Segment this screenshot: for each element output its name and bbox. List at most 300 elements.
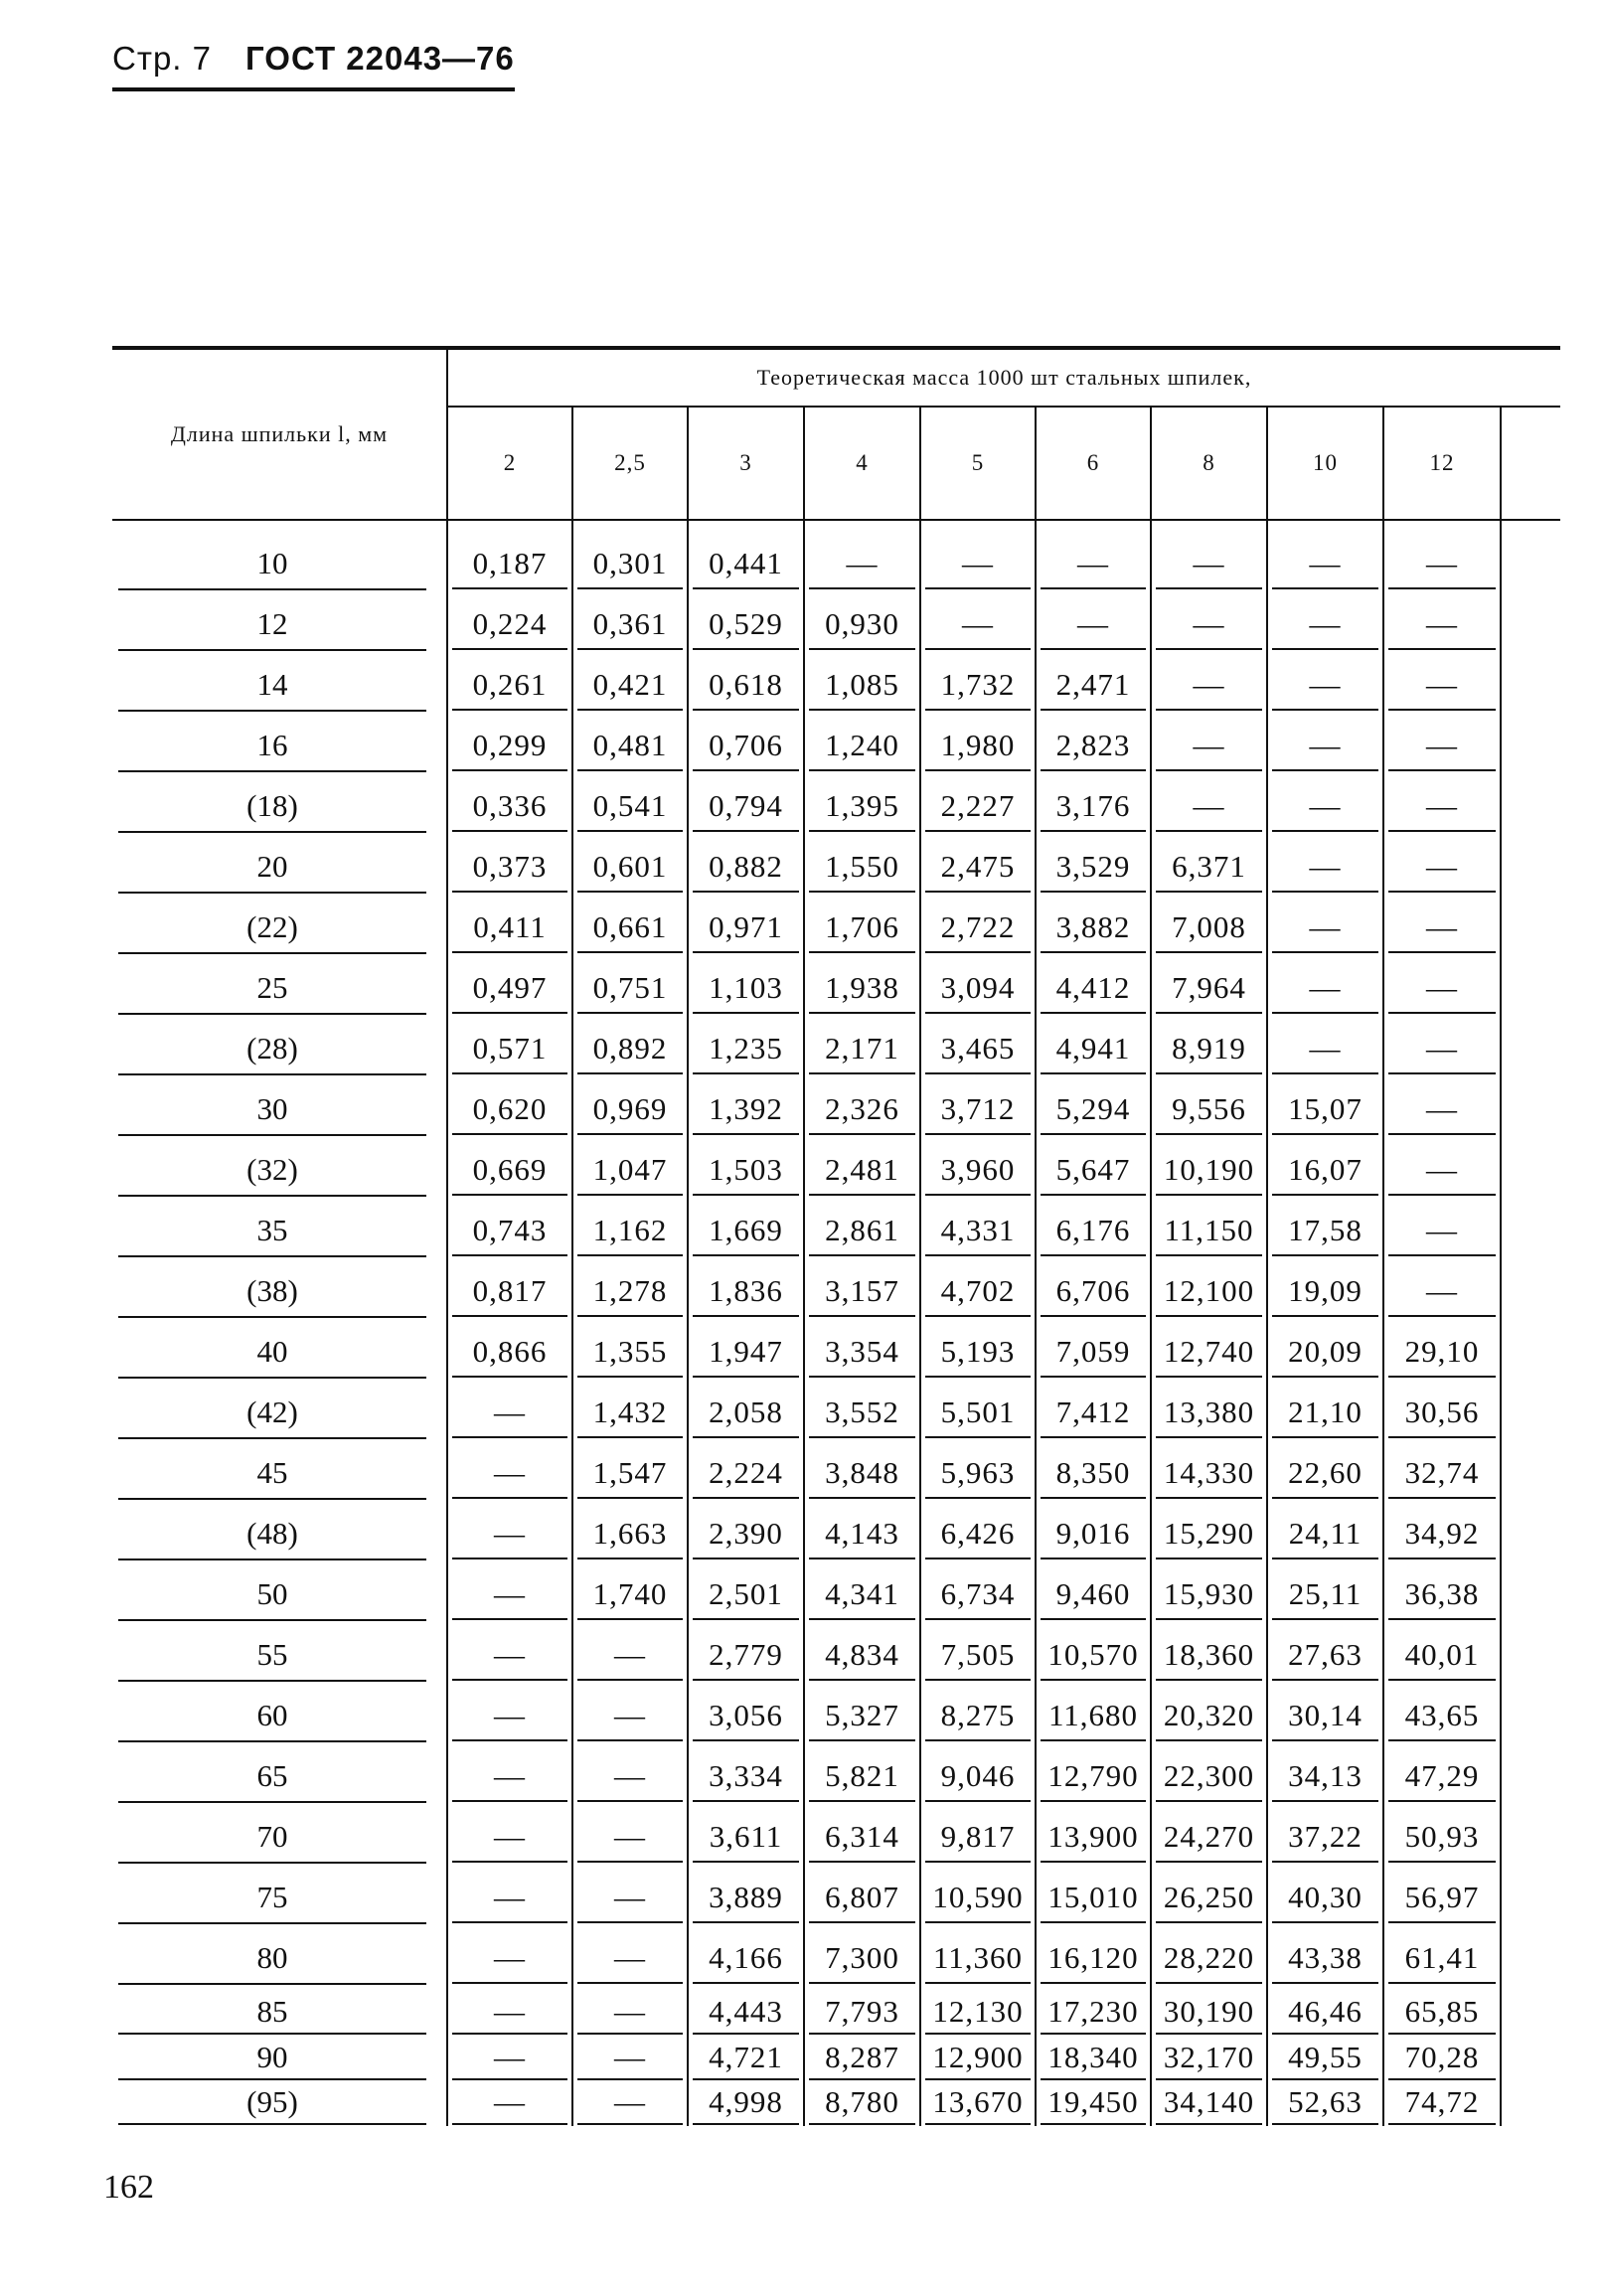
- mass-value: 9,817: [925, 1814, 1031, 1863]
- mass-value: 0,794: [693, 783, 799, 832]
- diameter-value: 6: [1086, 450, 1100, 475]
- mass-cell: [1383, 959, 1501, 1020]
- mass-value: 15,290: [1156, 1511, 1262, 1559]
- mass-value: 3,094: [925, 965, 1031, 1014]
- blank-cell: [1501, 1869, 1560, 1929]
- mass-value: 2,171: [809, 1026, 915, 1074]
- mass-cell: [447, 1020, 572, 1080]
- mass-cell: [920, 959, 1036, 1020]
- mass-cell: [447, 777, 572, 838]
- mass-value: 13,670: [925, 2082, 1031, 2124]
- mass-value: 0,866: [452, 1329, 567, 1378]
- mass-cell: [447, 2081, 572, 2126]
- mass-cell: [1151, 1080, 1267, 1141]
- mass-cell: [1036, 899, 1151, 959]
- mass-cell: [920, 1626, 1036, 1687]
- mass-value: 8,287: [809, 2038, 915, 2079]
- mass-cell: [688, 595, 804, 656]
- length-value: 16: [118, 722, 426, 771]
- blank-cell: [1501, 1747, 1560, 1808]
- mass-cell: [688, 535, 804, 595]
- mass-cell: [1383, 1384, 1501, 1444]
- mass-value: 49,55: [1272, 2038, 1378, 2079]
- mass-value: 11,150: [1156, 1208, 1262, 1256]
- mass-cell: [920, 1869, 1036, 1929]
- mass-value: —: [1388, 1026, 1496, 1074]
- mass-cell: [1151, 1808, 1267, 1869]
- table-row: [112, 1747, 1560, 1808]
- length-cell: [112, 1687, 447, 1747]
- mass-cell: [804, 595, 920, 656]
- mass-value: —: [1156, 541, 1262, 589]
- length-cell: [112, 1929, 447, 1990]
- mass-cell: [688, 1565, 804, 1626]
- length-value: 25: [118, 964, 426, 1014]
- mass-cell: [804, 899, 920, 959]
- mass-value: —: [1388, 1086, 1496, 1135]
- mass-cell: [804, 2037, 920, 2081]
- mass-value: 9,460: [1041, 1571, 1146, 1620]
- mass-value: 1,085: [809, 662, 915, 711]
- mass-value: —: [1272, 844, 1378, 893]
- length-cell: [112, 1565, 447, 1626]
- mass-cell: [1036, 595, 1151, 656]
- mass-value: —: [452, 1693, 567, 1741]
- mass-value: 1,947: [693, 1329, 799, 1378]
- mass-cell: [572, 1202, 688, 1262]
- mass-value: 1,740: [577, 1571, 683, 1620]
- mass-cell: [572, 535, 688, 595]
- mass-cell: [920, 838, 1036, 899]
- table-row: [112, 959, 1560, 1020]
- mass-value: 7,412: [1041, 1390, 1146, 1438]
- blank-cell: [1501, 1020, 1560, 1080]
- mass-cell: [447, 1747, 572, 1808]
- length-value: 75: [118, 1874, 426, 1923]
- mass-cell: [572, 717, 688, 777]
- mass-value: 18,340: [1041, 2038, 1146, 2079]
- table-row: [112, 1687, 1560, 1747]
- mass-value: 0,930: [809, 601, 915, 650]
- mass-cell: [804, 777, 920, 838]
- mass-value: 14,330: [1156, 1450, 1262, 1499]
- mass-cell: [1383, 1990, 1501, 2037]
- mass-value: 22,60: [1272, 1450, 1378, 1499]
- mass-cell: [1383, 1626, 1501, 1687]
- mass-cell: [447, 959, 572, 1020]
- mass-value: —: [1272, 783, 1378, 832]
- length-cell: [112, 1808, 447, 1869]
- mass-cell: [1036, 1929, 1151, 1990]
- mass-value: 47,29: [1388, 1753, 1496, 1802]
- mass-cell: [1036, 1747, 1151, 1808]
- mass-value: 1,162: [577, 1208, 683, 1256]
- mass-cell: [804, 1444, 920, 1505]
- mass-cell: [1267, 1929, 1383, 1990]
- mass-value: 2,390: [693, 1511, 799, 1559]
- mass-cell: [1383, 595, 1501, 656]
- mass-value: 4,702: [925, 1268, 1031, 1317]
- mass-value: 10,570: [1041, 1632, 1146, 1681]
- mass-cell: [1151, 1444, 1267, 1505]
- mass-cell: [1036, 1020, 1151, 1080]
- mass-value: 2,471: [1041, 662, 1146, 711]
- mass-cell: [1036, 1505, 1151, 1565]
- mass-value: 0,441: [693, 541, 799, 589]
- mass-value: 1,836: [693, 1268, 799, 1317]
- mass-cell: [688, 1929, 804, 1990]
- mass-cell: [804, 717, 920, 777]
- mass-cell: [1151, 656, 1267, 717]
- diameter-header-cell: [688, 407, 804, 520]
- mass-cell: [804, 1323, 920, 1384]
- mass-cell: [447, 1202, 572, 1262]
- mass-cell: [688, 1080, 804, 1141]
- mass-value: 9,556: [1156, 1086, 1262, 1135]
- mass-value: 27,63: [1272, 1632, 1378, 1681]
- mass-value: 9,046: [925, 1753, 1031, 1802]
- mass-value: 0,571: [452, 1026, 567, 1074]
- mass-value: 17,58: [1272, 1208, 1378, 1256]
- mass-cell: [688, 1808, 804, 1869]
- mass-cell: [688, 1202, 804, 1262]
- blank-cell: [1501, 1262, 1560, 1323]
- mass-value: 15,010: [1041, 1875, 1146, 1923]
- mass-cell: [804, 1747, 920, 1808]
- mass-value: 1,355: [577, 1329, 683, 1378]
- blank-cell: [1501, 1141, 1560, 1202]
- mass-value: —: [1388, 723, 1496, 771]
- page-number: 162: [103, 2169, 154, 2206]
- mass-cell: [572, 1869, 688, 1929]
- mass-value: —: [1272, 965, 1378, 1014]
- mass-value: 24,270: [1156, 1814, 1262, 1863]
- mass-value: 0,620: [452, 1086, 567, 1135]
- mass-cell: [1267, 899, 1383, 959]
- mass-cell: [572, 656, 688, 717]
- mass-cell: [1267, 1323, 1383, 1384]
- table-row: [112, 595, 1560, 656]
- length-cell: [112, 959, 447, 1020]
- mass-value: —: [1272, 601, 1378, 650]
- length-cell: [112, 838, 447, 899]
- mass-cell: [1151, 1565, 1267, 1626]
- mass-value: 5,963: [925, 1450, 1031, 1499]
- mass-cell: [1036, 2037, 1151, 2081]
- mass-cell: [1383, 1020, 1501, 1080]
- length-value: 10: [118, 540, 426, 589]
- table-row: [112, 1990, 1560, 2037]
- spacer-cell: [1267, 520, 1383, 535]
- mass-value: 8,350: [1041, 1450, 1146, 1499]
- mass-cell: [572, 2037, 688, 2081]
- mass-cell: [1267, 535, 1383, 595]
- mass-value: 65,85: [1388, 1992, 1496, 2034]
- mass-value: 6,314: [809, 1814, 915, 1863]
- mass-value: 4,331: [925, 1208, 1031, 1256]
- mass-cell: [920, 595, 1036, 656]
- mass-cell: [1151, 1505, 1267, 1565]
- mass-value: 36,38: [1388, 1571, 1496, 1620]
- blank-cell: [1501, 838, 1560, 899]
- mass-cell: [1383, 2037, 1501, 2081]
- mass-value: 6,426: [925, 1511, 1031, 1559]
- mass-value: 6,706: [1041, 1268, 1146, 1317]
- mass-value: 0,618: [693, 662, 799, 711]
- mass-value: 0,743: [452, 1208, 567, 1256]
- mass-value: 4,143: [809, 1511, 915, 1559]
- mass-cell: [1036, 535, 1151, 595]
- mass-cell: [804, 959, 920, 1020]
- mass-cell: [572, 1565, 688, 1626]
- diameter-header-cell: [1151, 407, 1267, 520]
- mass-cell: [572, 1323, 688, 1384]
- length-cell: [112, 1747, 447, 1808]
- mass-cell: [1267, 1141, 1383, 1202]
- mass-cell: [920, 777, 1036, 838]
- mass-cell: [1036, 1626, 1151, 1687]
- spacer-cell: [1383, 520, 1501, 535]
- mass-value: 12,790: [1041, 1753, 1146, 1802]
- mass-value: 13,900: [1041, 1814, 1146, 1863]
- mass-value: 1,550: [809, 844, 915, 893]
- mass-value: 20,09: [1272, 1329, 1378, 1378]
- length-cell: [112, 1444, 447, 1505]
- mass-value: 0,497: [452, 965, 567, 1014]
- mass-cell: [688, 1687, 804, 1747]
- mass-value: —: [925, 541, 1031, 589]
- mass-cell: [688, 838, 804, 899]
- mass-cell: [1267, 656, 1383, 717]
- mass-value: —: [1388, 601, 1496, 650]
- mass-cell: [447, 2037, 572, 2081]
- mass-cell: [572, 1080, 688, 1141]
- mass-value: 0,971: [693, 904, 799, 953]
- mass-cell: [1383, 535, 1501, 595]
- mass-cell: [920, 1808, 1036, 1869]
- mass-value: 4,998: [693, 2082, 799, 2124]
- length-value: 40: [118, 1328, 426, 1378]
- mass-cell: [688, 1869, 804, 1929]
- mass-cell: [804, 1141, 920, 1202]
- mass-value: —: [1388, 1208, 1496, 1256]
- mass-value: 0,669: [452, 1147, 567, 1196]
- mass-value: 61,41: [1388, 1935, 1496, 1984]
- mass-cell: [447, 595, 572, 656]
- mass-value: —: [1388, 1268, 1496, 1317]
- mass-cell: [1151, 899, 1267, 959]
- table-row: [112, 717, 1560, 777]
- mass-cell: [804, 1808, 920, 1869]
- mass-value: 26,250: [1156, 1875, 1262, 1923]
- mass-table-body: [112, 520, 1560, 2126]
- mass-cell: [920, 535, 1036, 595]
- mass-cell: [1267, 1626, 1383, 1687]
- mass-value: 1,732: [925, 662, 1031, 711]
- mass-cell: [1267, 1747, 1383, 1808]
- mass-value: 3,056: [693, 1693, 799, 1741]
- mass-cell: [572, 1929, 688, 1990]
- diameter-header-cell: [572, 407, 688, 520]
- table-row: [112, 535, 1560, 595]
- mass-cell: [920, 2037, 1036, 2081]
- length-value: 90: [118, 2038, 426, 2079]
- diameter-value: 10: [1313, 450, 1338, 475]
- mass-value: —: [1156, 783, 1262, 832]
- mass-cell: [1036, 1687, 1151, 1747]
- mass-cell: [688, 1990, 804, 2037]
- length-cell: [112, 1202, 447, 1262]
- mass-value: —: [1388, 965, 1496, 1014]
- length-cell: [112, 595, 447, 656]
- mass-cell: [1383, 899, 1501, 959]
- mass-cell: [1383, 1323, 1501, 1384]
- mass-cell: [1151, 717, 1267, 777]
- mass-value: 18,360: [1156, 1632, 1262, 1681]
- mass-cell: [804, 656, 920, 717]
- mass-value: 1,706: [809, 904, 915, 953]
- mass-value: —: [1388, 904, 1496, 953]
- mass-cell: [1036, 1565, 1151, 1626]
- mass-cell: [804, 1384, 920, 1444]
- mass-value: 0,541: [577, 783, 683, 832]
- table-row: [112, 1323, 1560, 1384]
- mass-value: —: [452, 2082, 567, 2124]
- mass-cell: [920, 1505, 1036, 1565]
- mass-value: 30,190: [1156, 1992, 1262, 2034]
- mass-cell: [1267, 717, 1383, 777]
- blank-cell: [1501, 1626, 1560, 1687]
- mass-value: 0,481: [577, 723, 683, 771]
- mass-value: 3,889: [693, 1875, 799, 1923]
- mass-cell: [1383, 1565, 1501, 1626]
- mass-cell: [1151, 1323, 1267, 1384]
- mass-value: 2,227: [925, 783, 1031, 832]
- mass-value: 1,392: [693, 1086, 799, 1135]
- mass-value: 1,240: [809, 723, 915, 771]
- mass-value: —: [1041, 541, 1146, 589]
- mass-value: 2,058: [693, 1390, 799, 1438]
- mass-cell: [1267, 595, 1383, 656]
- mass-value: —: [577, 1753, 683, 1802]
- mass-cell: [572, 838, 688, 899]
- mass-cell: [1036, 1808, 1151, 1869]
- mass-cell: [1267, 1020, 1383, 1080]
- mass-value: 0,261: [452, 662, 567, 711]
- mass-value: 24,11: [1272, 1511, 1378, 1559]
- mass-cell: [572, 1444, 688, 1505]
- blank-cell: [1501, 1323, 1560, 1384]
- mass-cell: [688, 899, 804, 959]
- mass-cell: [688, 1262, 804, 1323]
- mass-value: 0,373: [452, 844, 567, 893]
- diameter-value: 2,5: [614, 450, 646, 475]
- length-cell: [112, 1626, 447, 1687]
- mass-value: 1,103: [693, 965, 799, 1014]
- table-row: [112, 1808, 1560, 1869]
- mass-cell: [804, 1929, 920, 1990]
- mass-cell: [572, 899, 688, 959]
- length-value: 14: [118, 661, 426, 711]
- table-row: [112, 1384, 1560, 1444]
- mass-cell: [1383, 656, 1501, 717]
- mass-cell: [804, 535, 920, 595]
- mass-value: —: [452, 1814, 567, 1863]
- blank-cell: [1501, 1929, 1560, 1990]
- length-value: 55: [118, 1631, 426, 1681]
- length-value: 65: [118, 1752, 426, 1802]
- length-value: 45: [118, 1449, 426, 1499]
- length-column-header: [112, 348, 447, 520]
- mass-value: —: [452, 1753, 567, 1802]
- mass-value: 16,07: [1272, 1147, 1378, 1196]
- table-row: [112, 1869, 1560, 1929]
- mass-value: 10,590: [925, 1875, 1031, 1923]
- mass-group-header: [447, 348, 1560, 407]
- table-row: [112, 1929, 1560, 1990]
- mass-value: 3,334: [693, 1753, 799, 1802]
- mass-cell: [920, 656, 1036, 717]
- mass-cell: [1036, 656, 1151, 717]
- blank-cell: [1501, 656, 1560, 717]
- mass-value: —: [452, 1450, 567, 1499]
- mass-value: 7,505: [925, 1632, 1031, 1681]
- mass-value: 4,412: [1041, 965, 1146, 1014]
- mass-value: 1,503: [693, 1147, 799, 1196]
- spacer-cell: [1036, 520, 1151, 535]
- table-row: [112, 1565, 1560, 1626]
- mass-cell: [572, 1141, 688, 1202]
- mass-cell: [447, 1808, 572, 1869]
- mass-group-header-text: Теоретическая масса 1000 шт стальных шпилек,: [756, 365, 1252, 390]
- mass-cell: [447, 717, 572, 777]
- length-cell: [112, 1080, 447, 1141]
- mass-value: 2,501: [693, 1571, 799, 1620]
- mass-value: 12,900: [925, 2038, 1031, 2079]
- mass-cell: [1036, 1869, 1151, 1929]
- mass-value: 56,97: [1388, 1875, 1496, 1923]
- mass-value: 43,38: [1272, 1935, 1378, 1984]
- mass-cell: [1151, 595, 1267, 656]
- mass-value: 37,22: [1272, 1814, 1378, 1863]
- blank-cell: [1501, 2081, 1560, 2126]
- standard-number: ГОСТ 22043—76: [245, 40, 515, 77]
- mass-value: 4,166: [693, 1935, 799, 1984]
- mass-value: 4,941: [1041, 1026, 1146, 1074]
- mass-value: 46,46: [1272, 1992, 1378, 2034]
- mass-cell: [1151, 1202, 1267, 1262]
- mass-cell: [804, 1020, 920, 1080]
- mass-value: 30,56: [1388, 1390, 1496, 1438]
- length-cell: [112, 1323, 447, 1384]
- blank-cell: [1501, 1080, 1560, 1141]
- table-row: [112, 838, 1560, 899]
- mass-cell: [1267, 1202, 1383, 1262]
- mass-value: 74,72: [1388, 2082, 1496, 2124]
- mass-value: 7,793: [809, 1992, 915, 2034]
- mass-value: 34,92: [1388, 1511, 1496, 1559]
- mass-value: —: [1156, 601, 1262, 650]
- mass-value: —: [577, 1935, 683, 1984]
- length-cell: [112, 656, 447, 717]
- mass-value: 1,938: [809, 965, 915, 1014]
- mass-value: 6,807: [809, 1875, 915, 1923]
- mass-cell: [1267, 1808, 1383, 1869]
- mass-cell: [572, 595, 688, 656]
- length-cell: [112, 1505, 447, 1565]
- mass-value: 0,301: [577, 541, 683, 589]
- mass-value: —: [452, 1571, 567, 1620]
